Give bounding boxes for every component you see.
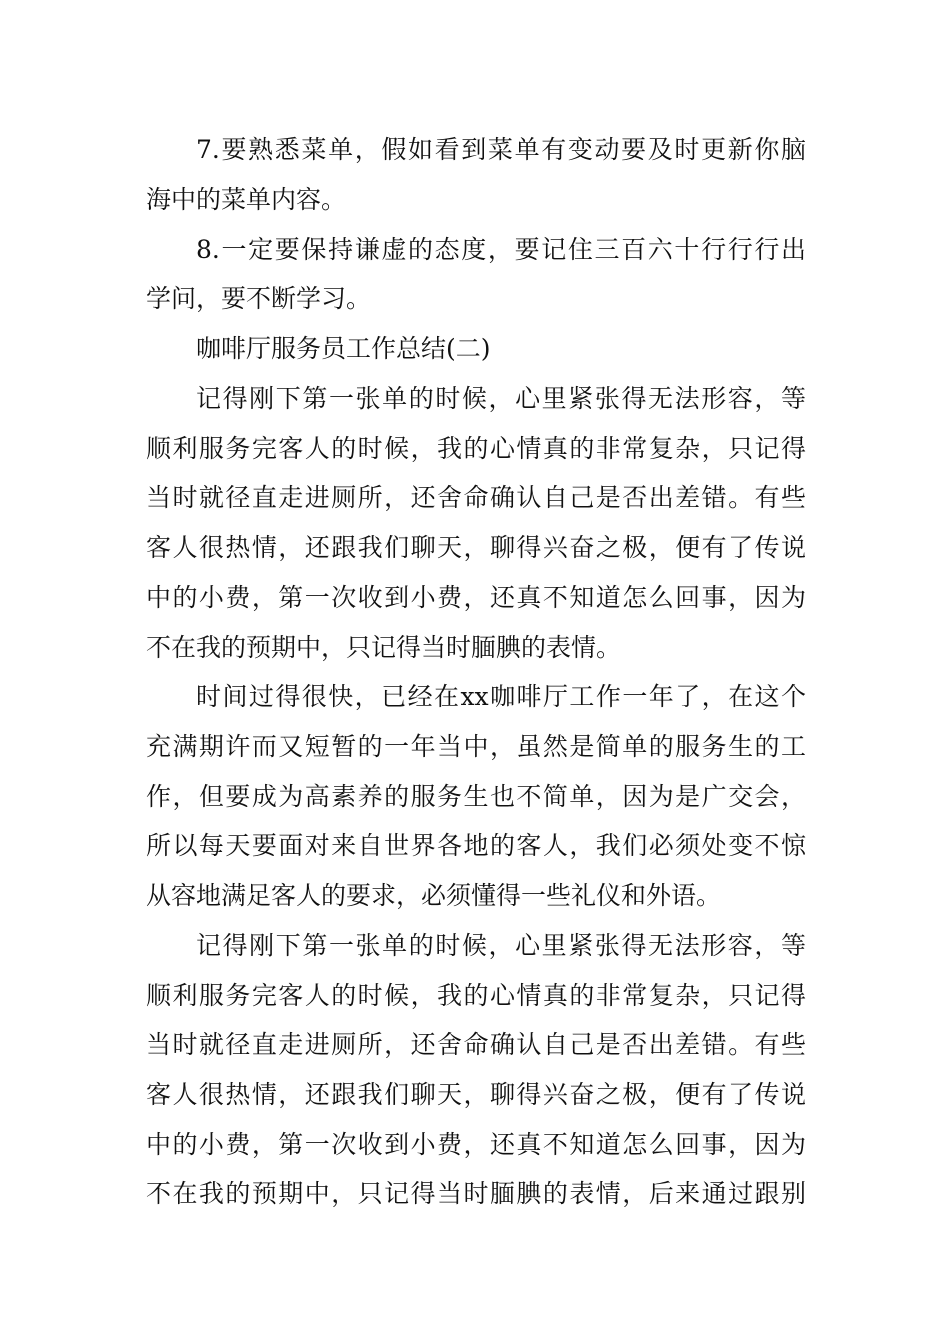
text-line: 中的小费，第一次收到小费，还真不知道怎么回事，因为 — [146, 1130, 806, 1159]
text-line: 8.一定要保持谦虚的态度，要记住三百六十行行行出 — [196, 235, 806, 264]
text-line: 时间过得很快，已经在xx咖啡厅工作一年了，在这个 — [196, 682, 806, 711]
text-line: 顺利服务完客人的时候，我的心情真的非常复杂，只记得 — [146, 981, 806, 1010]
text-line: 不在我的预期中，只记得当时腼腆的表情。 — [146, 633, 622, 662]
text-line: 所以每天要面对来自世界各地的客人，我们必须处变不惊 — [146, 831, 806, 860]
text-line: 不在我的预期中，只记得当时腼腆的表情，后来通过跟别 — [146, 1179, 806, 1208]
text-line: 记得刚下第一张单的时候，心里紧张得无法形容，等 — [196, 384, 806, 413]
text-line: 记得刚下第一张单的时候，心里紧张得无法形容，等 — [196, 931, 806, 960]
text-line: 作，但要成为高素养的服务生也不简单，因为是广交会， — [146, 782, 806, 811]
text-line: 顺利服务完客人的时候，我的心情真的非常复杂，只记得 — [146, 434, 806, 463]
text-line: 海中的菜单内容。 — [146, 185, 347, 214]
text-line: 7.要熟悉菜单，假如看到菜单有变动要及时更新你脑 — [196, 135, 806, 164]
text-line: 当时就径直走进厕所，还舍命确认自己是否出差错。有些 — [146, 1030, 806, 1059]
text-line: 客人很热情，还跟我们聊天，聊得兴奋之极，便有了传说 — [146, 1080, 806, 1109]
text-line: 学问，要不断学习。 — [146, 284, 372, 313]
text-line: 当时就径直走进厕所，还舍命确认自己是否出差错。有些 — [146, 483, 806, 512]
text-line: 客人很热情，还跟我们聊天，聊得兴奋之极，便有了传说 — [146, 533, 806, 562]
text-line: 充满期许而又短暂的一年当中，虽然是简单的服务生的工 — [146, 732, 806, 761]
section-heading: 咖啡厅服务员工作总结(二) — [196, 334, 491, 363]
text-line: 从容地满足客人的要求，必须懂得一些礼仪和外语。 — [146, 881, 722, 910]
text-line: 中的小费，第一次收到小费，还真不知道怎么回事，因为 — [146, 583, 806, 612]
